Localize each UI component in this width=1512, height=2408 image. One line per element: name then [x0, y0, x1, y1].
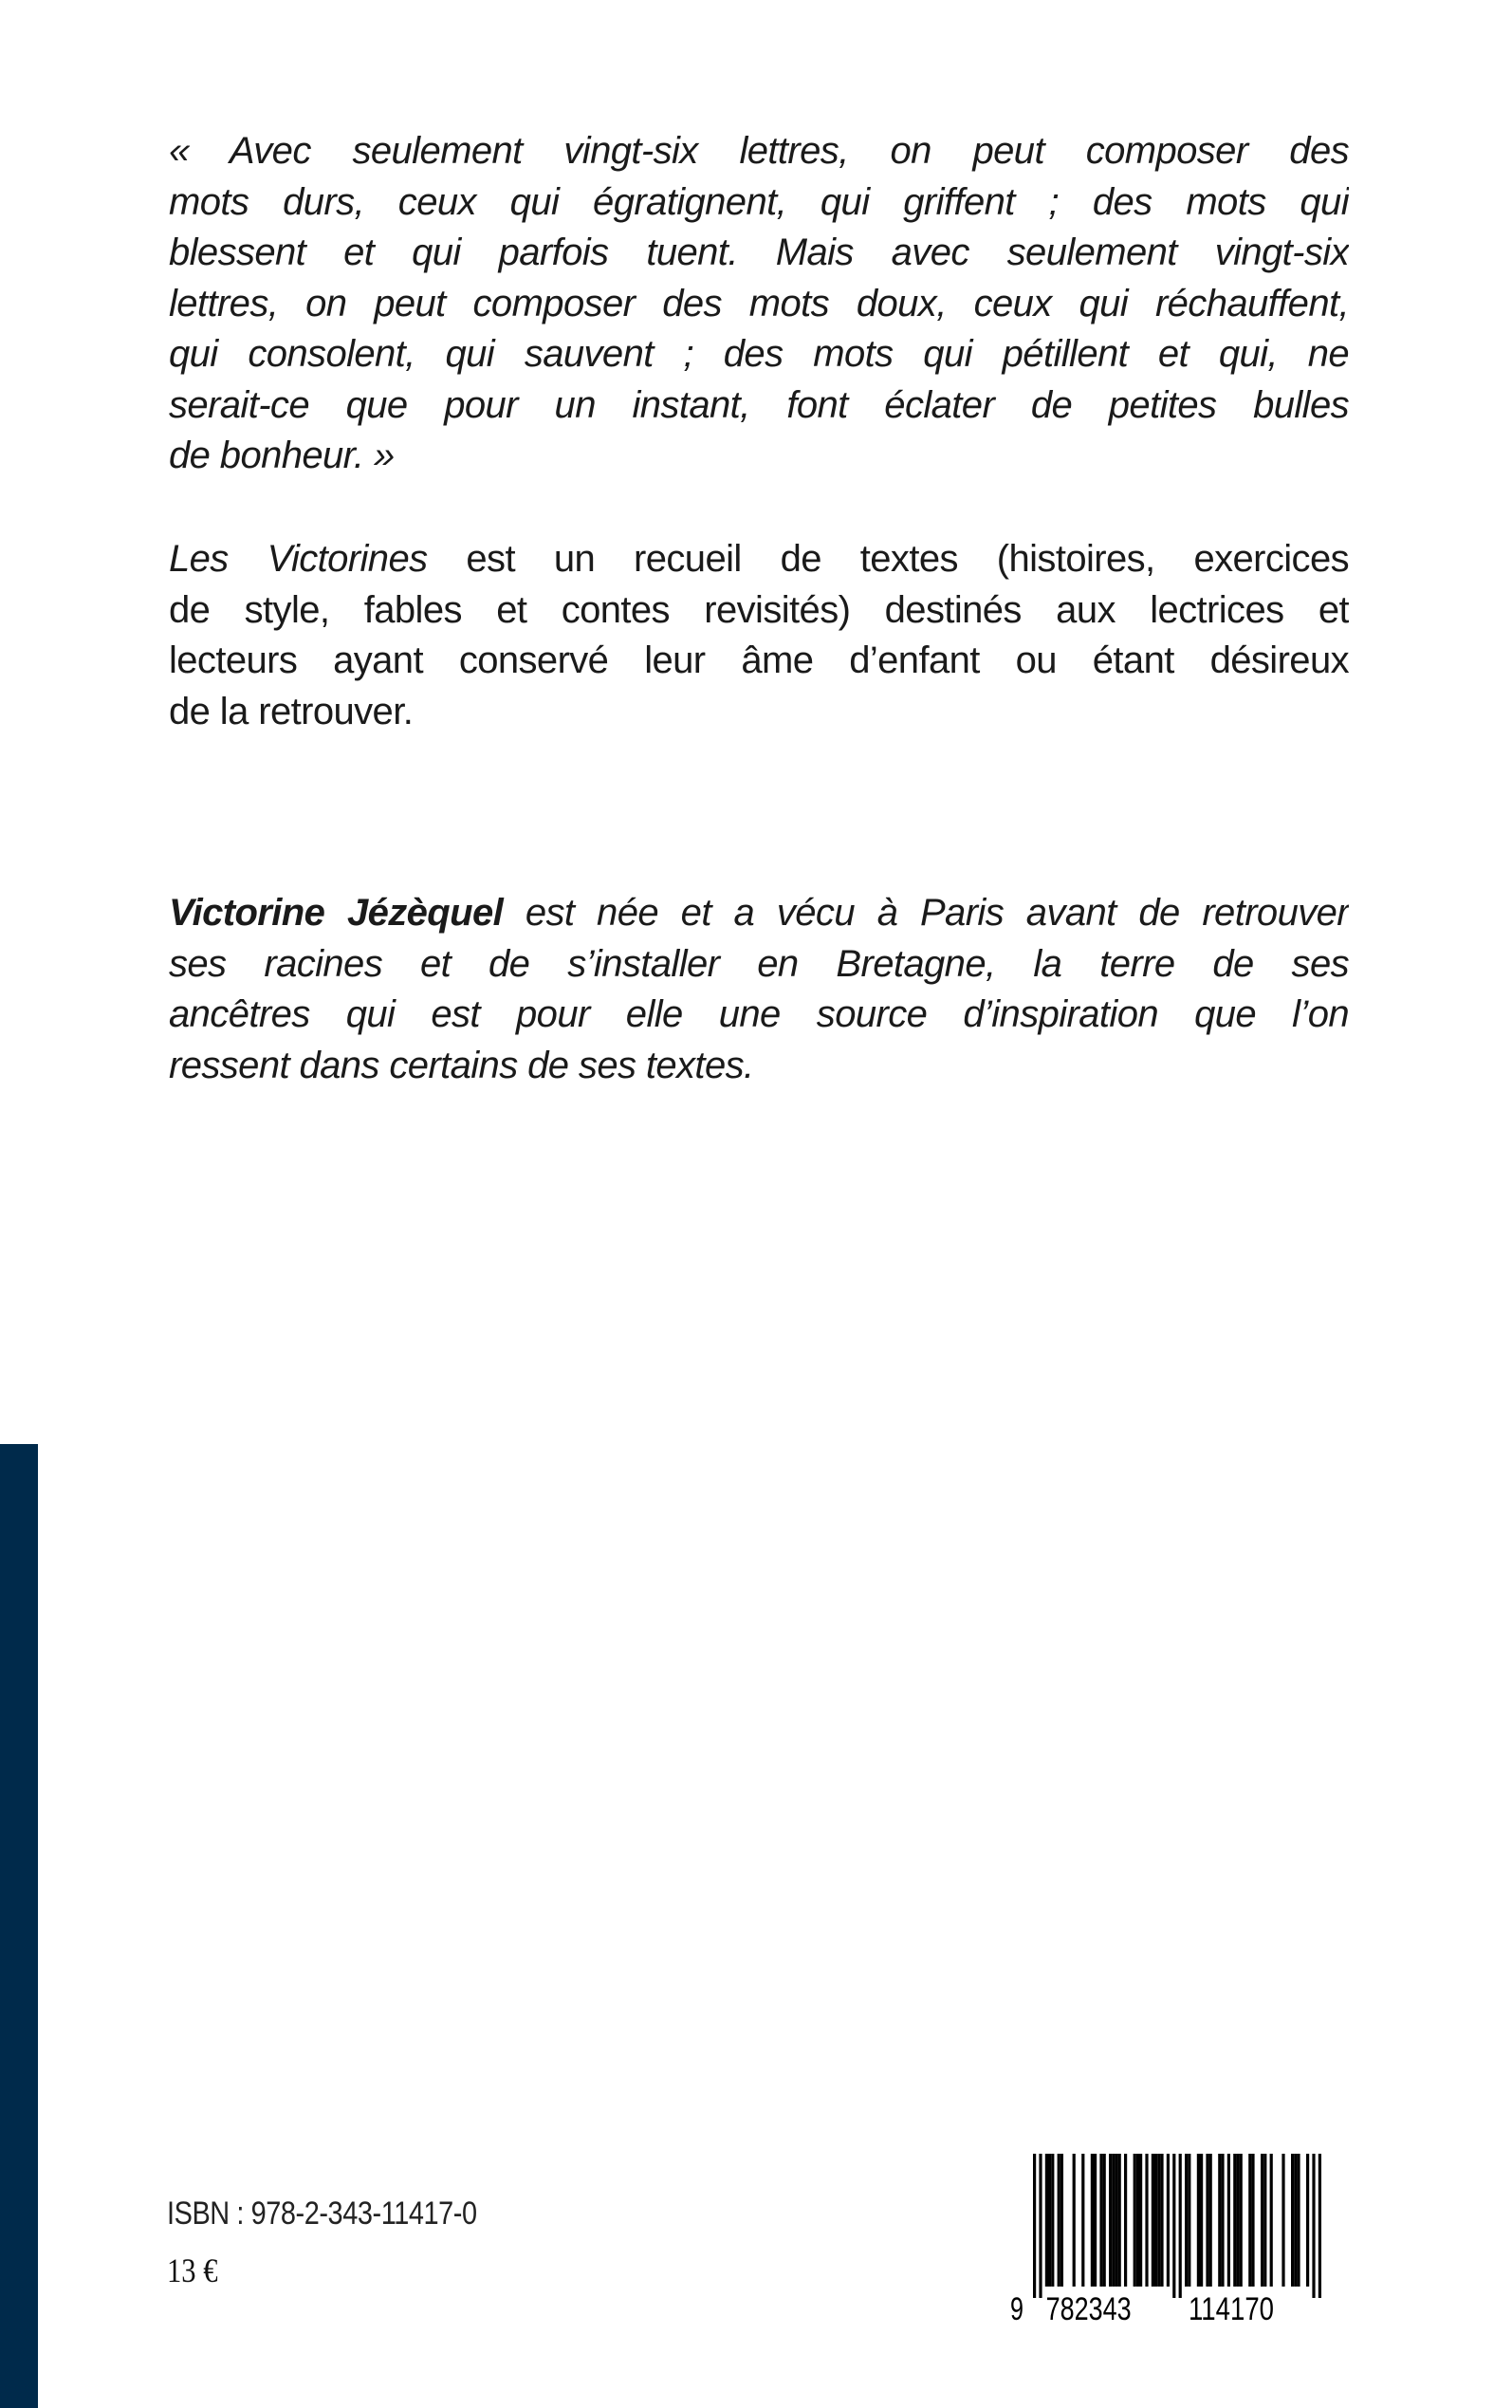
description-line: de style, fables et contes revisités) destinés aux lectrices et: [169, 588, 1349, 631]
barcode-bar: [1172, 2154, 1175, 2298]
author-bio-line: ressent dans certains de ses textes.: [169, 1044, 754, 1086]
author-bio-text: est née et a vécu à Paris avant de retrouver: [503, 892, 1349, 934]
barcode-right-digits: 114170: [1189, 2291, 1274, 2327]
barcode-bar: [1261, 2154, 1263, 2287]
barcode-bar: [1297, 2154, 1300, 2287]
price-label: 13 €: [167, 2251, 218, 2289]
author-bio-line: [169, 888, 1349, 939]
barcode-bar: [1188, 2154, 1190, 2287]
barcode-bar: [1312, 2154, 1315, 2298]
barcode-bar: [1160, 2154, 1163, 2287]
barcode-bar: [1139, 2154, 1142, 2287]
barcode-bar: [1099, 2154, 1102, 2287]
barcode-bar: [1051, 2154, 1054, 2287]
barcode-bar: [1154, 2154, 1157, 2287]
barcode-bar: [1206, 2154, 1208, 2287]
barcode-bar: [1045, 2154, 1048, 2287]
barcode-bar: [1233, 2154, 1236, 2287]
barcode-bar: [1236, 2154, 1239, 2287]
barcode-bar: [1209, 2154, 1212, 2287]
barcode-bar: [1094, 2154, 1097, 2287]
quote-line: serait-ce que pour un instant, font éclater de petites bulles: [169, 383, 1349, 426]
barcode-bar: [1048, 2154, 1051, 2287]
barcode-bar: [1200, 2154, 1203, 2287]
barcode-bar: [1291, 2154, 1294, 2287]
barcode-left-digits: 782343: [1045, 2291, 1132, 2327]
barcode-first-digit: 9: [1010, 2291, 1023, 2327]
barcode-bar: [1227, 2154, 1230, 2287]
barcode-bar: [1294, 2154, 1297, 2287]
description-line: [169, 534, 1349, 585]
barcode-bar: [1263, 2154, 1266, 2287]
barcode-bar: [1118, 2154, 1121, 2287]
barcode-bar: [1282, 2154, 1284, 2287]
description-line: de la retrouver.: [169, 690, 414, 732]
description-text: est un recueil de textes (histoires, exercices: [427, 538, 1349, 580]
description-line: lecteurs ayant conservé leur âme d’enfant ou étant désireux: [169, 639, 1349, 681]
barcode-bar: [1318, 2154, 1321, 2298]
barcode-bar: [1103, 2154, 1106, 2287]
barcode-bar: [1270, 2154, 1273, 2287]
quote-line: de bonheur. »: [169, 435, 395, 476]
barcode-bar: [1179, 2154, 1182, 2298]
quote-line: blessent et qui parfois tuent. Mais avec seulement vingt-six: [169, 232, 1349, 273]
barcode-bar: [1091, 2154, 1094, 2287]
book-title: Les Victorines: [169, 538, 428, 580]
barcode-bar: [1221, 2154, 1224, 2287]
author-bio-line: ses racines et de s’installer en Bretagne, la terre de ses: [169, 942, 1349, 985]
author-bio-line: ancêtres qui est pour elle une source d’inspiration que l’on: [169, 993, 1349, 1035]
barcode-bar: [1157, 2154, 1160, 2287]
quote-paragraph: [169, 126, 1349, 482]
barcode: [1005, 2149, 1337, 2329]
barcode-bar: [1058, 2154, 1060, 2287]
barcode-bar: [1306, 2154, 1309, 2287]
barcode-bar: [1248, 2154, 1251, 2287]
quote-line: lettres, on peut composer des mots doux, ceux qui réchauffent,: [169, 282, 1349, 324]
barcode-bar: [1145, 2154, 1148, 2287]
description-paragraph: [169, 534, 1349, 737]
author-bio-paragraph: [169, 888, 1349, 1091]
barcode-bar: [1218, 2154, 1221, 2287]
isbn-label: ISBN : 978-2-343-11417-0: [167, 2195, 477, 2232]
barcode-bar: [1167, 2154, 1170, 2287]
barcode-bar: [1152, 2154, 1154, 2287]
barcode-bar: [1124, 2154, 1127, 2287]
barcode-bar: [1136, 2154, 1139, 2287]
barcode-bar: [1112, 2154, 1115, 2287]
barcode-bar: [1251, 2154, 1254, 2287]
author-name: Victorine Jézèquel: [169, 892, 504, 934]
barcode-bar: [1073, 2154, 1076, 2287]
spine-color-bar: [0, 1444, 38, 2408]
barcode-bar: [1134, 2154, 1136, 2287]
barcode-bar: [1033, 2154, 1036, 2298]
quote-line: « Avec seulement vingt-six lettres, on peut composer des: [169, 130, 1349, 172]
barcode-bar: [1039, 2154, 1042, 2298]
barcode-bar: [1060, 2154, 1063, 2287]
barcode-bar: [1115, 2154, 1117, 2287]
barcode-bar: [1197, 2154, 1200, 2287]
barcode-bar: [1081, 2154, 1084, 2287]
barcode-bar: [1240, 2154, 1243, 2287]
barcode-bar: [1185, 2154, 1188, 2287]
barcode-bar: [1109, 2154, 1112, 2287]
quote-line: qui consolent, qui sauvent ; des mots qui pétillent et qui, ne: [169, 333, 1349, 375]
quote-line: mots durs, ceux qui égratignent, qui griffent ; des mots qui: [169, 180, 1349, 223]
